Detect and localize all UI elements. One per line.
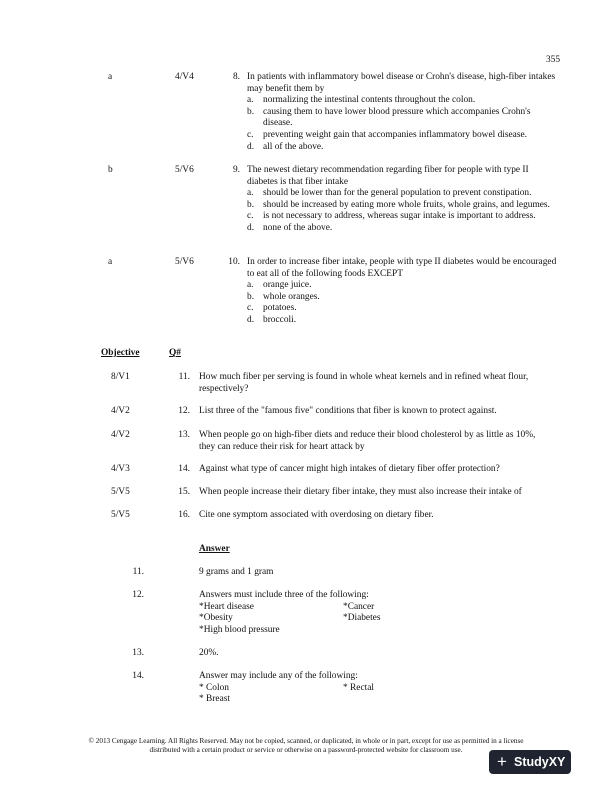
objective-header: Objective (101, 348, 140, 358)
objective-code: 5/V6 (175, 257, 194, 267)
answer-option: *Diabetes (343, 613, 381, 624)
answer-number: 11. (132, 567, 144, 577)
answer-key: a (108, 257, 113, 267)
answer-intro: Answers must include three of the following: (199, 590, 369, 600)
answer-text: 20%. (199, 648, 219, 658)
question-number-header: Q# (169, 348, 181, 358)
page-number: 355 (545, 55, 560, 65)
objective-code: 4/V3 (111, 464, 130, 474)
question-text: Cite one symptom associated with overdosing on dietary fiber. (199, 510, 434, 520)
objective-code: 5/V5 (111, 487, 130, 497)
option: b. whole oranges. (247, 291, 320, 302)
question-number: 13. (178, 430, 190, 440)
answer-text: 9 grams and 1 gram (199, 567, 274, 577)
answer-option: *Heart disease (199, 601, 254, 612)
question-number: 14. (178, 464, 190, 474)
question-number: 12. (178, 406, 190, 416)
question-text: Against what type of cancer might high intakes of dietary fiber offer protection? (199, 464, 500, 474)
question-number: 9. (232, 165, 240, 175)
option: b. should be increased by eating more whole fruits, whole grains, and legumes. (247, 199, 550, 210)
answer-option: *Obesity (199, 613, 233, 624)
badge-label: StudyXY (514, 755, 566, 769)
answer-header: Answer (199, 544, 230, 554)
option: a. should be lower than for the general population to prevent constipation. (247, 188, 532, 199)
answer-body (199, 671, 539, 706)
question-body (247, 257, 557, 327)
objective-code: 8/V1 (111, 372, 130, 382)
answer-option: * Rectal (343, 682, 374, 693)
question-stem: In order to increase fiber intake, people with type II diabetes would be encouraged to eat all of the following foods EXCEPT (247, 257, 557, 279)
option-list (247, 188, 557, 234)
option: d. none of the above. (247, 222, 333, 233)
answer-number: 14. (132, 671, 144, 681)
option: c. is not necessary to address, whereas sugar intake is important to address. (247, 211, 536, 222)
answer-option: * Breast (199, 694, 230, 705)
answer-number: 12. (132, 590, 144, 600)
answer-number: 13. (132, 648, 144, 658)
option-list (247, 280, 557, 326)
copyright-footer: © 2013 Cengage Learning. All Rights Reserved. May not be copied, scanned, or duplicated, in whole or in part, except for use as permitted in a license distributed with a certain product or service or otherwise on a password-protected website for classroom use. (88, 737, 524, 754)
question-text: How much fiber per serving is found in whole wheat kernels and in refined wheat flour, respectively? (199, 372, 529, 394)
answer-option: *High blood pressure (199, 624, 280, 635)
studyxy-badge[interactable] (489, 750, 571, 774)
answer-options-row (199, 613, 539, 625)
option: a. orange juice. (247, 280, 312, 291)
answer-options-row (199, 602, 539, 614)
question-text: When people go on high-fiber diets and reduce their blood cholesterol by as little as 10%, they can reduce their risk for heart attack by (199, 430, 536, 452)
answer-key: b (108, 165, 113, 175)
option: b. causing them to have lower blood pressure which accompanies Crohn's disease. (247, 106, 531, 129)
question-body (247, 165, 557, 235)
question-number: 15. (178, 487, 190, 497)
objective-code: 5/V6 (175, 165, 194, 175)
answer-option: * Colon (199, 682, 229, 693)
answer-body (199, 590, 539, 636)
question-number: 16. (178, 510, 190, 520)
option: a. normalizing the intestinal contents throughout the colon. (247, 95, 476, 106)
question-number: 11. (178, 372, 190, 382)
question-text: When people increase their dietary fiber intake, they must also increase their intake of (199, 487, 522, 497)
objective-code: 4/V2 (111, 406, 130, 416)
option-list (247, 95, 557, 153)
answer-intro: Answer may include any of the following: (199, 671, 358, 681)
option: c. preventing weight gain that accompanies inflammatory bowel disease. (247, 129, 527, 140)
answer-options-row (199, 683, 539, 695)
option: d. all of the above. (247, 141, 324, 152)
question-number: 8. (232, 72, 240, 82)
option: d. broccoli. (247, 314, 297, 325)
objective-code: 5/V5 (111, 510, 130, 520)
question-body (247, 72, 557, 153)
question-text: List three of the "famous five" conditions that fiber is known to protect against. (199, 406, 497, 416)
question-stem: The newest dietary recommendation regarding fiber for people with type II diabetes is that fiber intake (247, 165, 529, 187)
question-stem: In patients with inflammatory bowel disease or Crohn's disease, high-fiber intakes may benefit them by (247, 72, 556, 94)
objective-code: 4/V2 (111, 430, 130, 440)
objective-code: 4/V4 (175, 72, 194, 82)
answer-option: *Cancer (343, 601, 375, 612)
plus-icon: + (497, 752, 507, 771)
option: c. potatoes. (247, 303, 297, 314)
answer-key: a (108, 72, 113, 82)
question-number: 10. (228, 257, 240, 267)
